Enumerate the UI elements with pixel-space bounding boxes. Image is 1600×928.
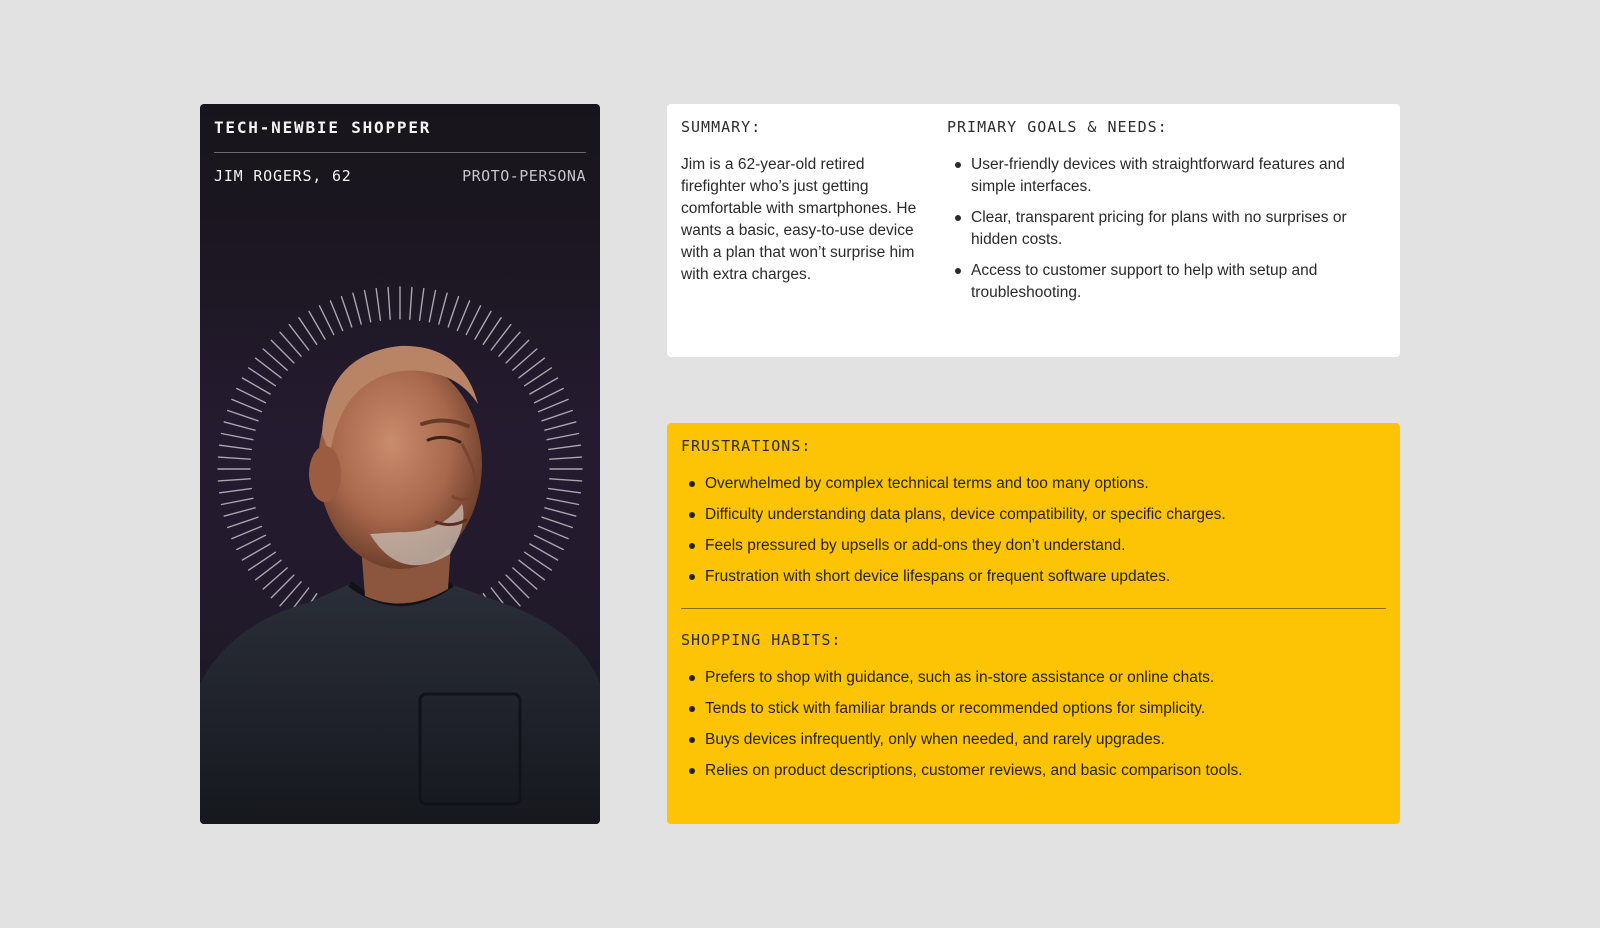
halo-tick bbox=[224, 508, 255, 516]
goals-section bbox=[947, 118, 1387, 313]
summary-heading: SUMMARY: bbox=[681, 118, 762, 136]
halo-tick bbox=[439, 293, 447, 324]
habits-list-item: Prefers to shop with guidance, such as in-store assistance or online chats. bbox=[681, 667, 1386, 689]
goals-list bbox=[947, 154, 1387, 304]
halo-tick bbox=[530, 544, 558, 560]
halo-tick bbox=[320, 306, 334, 335]
halo-tick bbox=[224, 422, 255, 430]
halo-tick bbox=[545, 422, 576, 430]
habits-list-item: Relies on product descriptions, customer reviews, and basic comparison tools. bbox=[681, 760, 1386, 782]
persona-name-age: JIM ROGERS, 62 bbox=[214, 167, 352, 185]
halo-tick bbox=[410, 287, 412, 319]
halo-tick bbox=[376, 289, 380, 321]
summary-text: Jim is a 62-year-old retired firefighter who’s just getting comfortable with smartphones. He wants a basic, easy-to-use device with a plan that won’t surprise him with extra charges. bbox=[681, 156, 917, 283]
halo-tick bbox=[388, 287, 390, 319]
halo-tick bbox=[365, 291, 371, 322]
halo-tick bbox=[228, 411, 258, 421]
goals-list-item: Clear, transparent pricing for plans with no surprises or hidden costs. bbox=[947, 207, 1387, 251]
frustrations-heading: FRUSTRATIONS: bbox=[681, 437, 812, 455]
habits-list-item: Tends to stick with familiar brands or recommended options for simplicity. bbox=[681, 698, 1386, 720]
habits-list-item: Buys devices infrequently, only when needed, and rarely upgrades. bbox=[681, 729, 1386, 751]
persona-type-label: PROTO-PERSONA bbox=[462, 167, 586, 185]
halo-tick bbox=[330, 301, 342, 331]
summary-section bbox=[681, 118, 921, 286]
halo-tick bbox=[549, 445, 581, 449]
persona-portrait bbox=[200, 284, 600, 824]
halo-tick bbox=[429, 291, 435, 322]
halo-tick bbox=[218, 457, 250, 459]
persona-card bbox=[200, 104, 600, 824]
frustrations-list-item: Overwhelmed by complex technical terms and too many options. bbox=[681, 473, 1386, 495]
halo-tick bbox=[466, 306, 480, 335]
halo-tick bbox=[222, 434, 253, 440]
halo-tick bbox=[547, 434, 578, 440]
halo-tick bbox=[448, 297, 458, 327]
halo-tick bbox=[539, 526, 569, 538]
frustrations-habits-panel bbox=[667, 423, 1400, 824]
goals-list-item: Access to customer support to help with setup and troubleshooting. bbox=[947, 260, 1387, 304]
persona-segment-title: TECH-NEWBIE SHOPPER bbox=[214, 118, 432, 137]
frustrations-list bbox=[681, 473, 1386, 588]
halo-tick bbox=[342, 297, 352, 327]
habits-list bbox=[681, 667, 1386, 782]
goals-list-item: User-friendly devices with straightforward features and simple interfaces. bbox=[947, 154, 1387, 198]
halo-tick bbox=[530, 378, 558, 394]
halo-tick bbox=[353, 293, 361, 324]
halo-tick bbox=[549, 489, 581, 493]
halo-tick bbox=[475, 311, 491, 339]
halo-tick bbox=[232, 399, 262, 411]
halo-tick bbox=[220, 489, 252, 493]
halo-tick bbox=[228, 517, 258, 527]
section-divider bbox=[681, 608, 1386, 609]
halo-tick bbox=[222, 498, 253, 504]
halo-tick bbox=[535, 389, 564, 403]
goals-heading: PRIMARY GOALS & NEEDS: bbox=[947, 118, 1168, 136]
halo-tick bbox=[309, 311, 325, 339]
halo-tick bbox=[242, 544, 270, 560]
frustrations-list-item: Difficulty understanding data plans, device compatibility, or specific charges. bbox=[681, 504, 1386, 526]
halo-tick bbox=[218, 479, 250, 481]
halo-tick bbox=[237, 389, 266, 403]
halo-tick bbox=[550, 457, 582, 459]
halo-tick bbox=[535, 535, 564, 549]
halo-tick bbox=[539, 399, 569, 411]
halo-tick bbox=[420, 289, 424, 321]
halo-tick bbox=[457, 301, 469, 331]
habits-heading: SHOPPING HABITS: bbox=[681, 631, 842, 649]
summary-goals-panel bbox=[667, 104, 1400, 357]
halo-tick bbox=[220, 445, 252, 449]
halo-tick bbox=[547, 498, 578, 504]
halo-tick bbox=[545, 508, 576, 516]
halo-tick bbox=[550, 479, 582, 481]
frustrations-list-item: Feels pressured by upsells or add-ons they don’t understand. bbox=[681, 535, 1386, 557]
halo-tick bbox=[232, 526, 262, 538]
card-divider bbox=[214, 152, 586, 153]
halo-tick bbox=[542, 411, 572, 421]
halo-tick bbox=[542, 517, 572, 527]
halo-tick bbox=[237, 535, 266, 549]
frustrations-list-item: Frustration with short device lifespans or frequent software updates. bbox=[681, 566, 1386, 588]
halo-tick bbox=[242, 378, 270, 394]
